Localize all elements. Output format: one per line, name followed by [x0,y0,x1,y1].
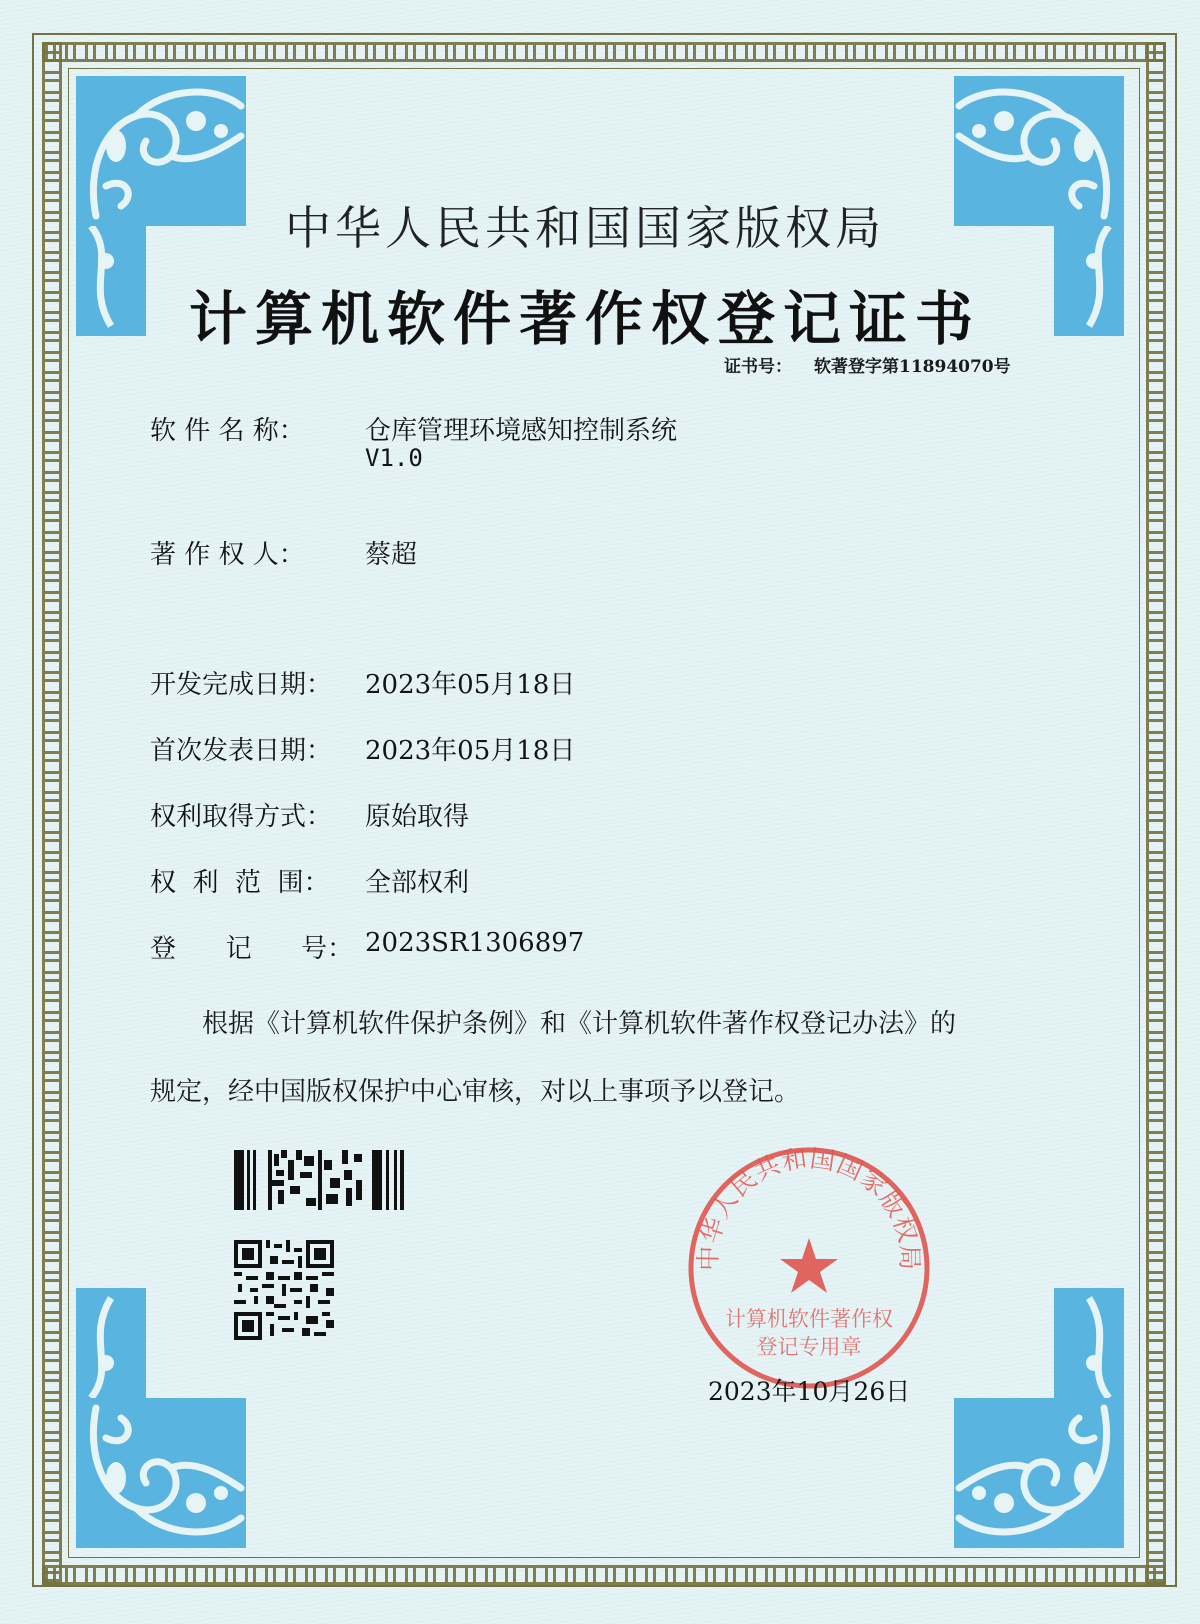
field-label-publish-date: 首次发表日期： [150,736,333,766]
statement-paragraph [150,990,1050,1126]
field-label-acquisition-method: 权利取得方式： [150,802,333,832]
field-label-registration-number: 登 记 号： [150,934,354,964]
certificate-number [724,352,1011,377]
field-value-publish-date: 2023年05月18日 [365,736,576,766]
field-value-registration-number: 2023SR1306897 [365,928,585,958]
field-label-rights-scope: 权 利 范 围： [150,868,330,898]
ornament-corner-bottom-right-icon [954,1398,1124,1548]
official-seal-icon [683,1142,935,1394]
field-label-copyright-owner: 著 作 权 人： [150,540,305,570]
certificate-number-value: 软著登字第11894070号 [814,357,1011,377]
statement-line-1: 根据《计算机软件保护条例》和《计算机软件著作权登记办法》的 [202,1009,957,1039]
issue-date: 2023年10月26日 [708,1377,911,1406]
qr-code-icon [233,1240,335,1340]
field-value-software-name: 仓库管理环境感知控制系统 [365,416,678,446]
issuer-heading: 中华人民共和国国家版权局 [285,201,885,255]
ornament-corner-bottom-left-icon [76,1398,246,1548]
greek-key-border-bottom [42,1565,1166,1585]
pdf417-barcode-icon [234,1150,404,1210]
ornament-side-bottom-left-icon [76,1288,146,1398]
greek-key-border-top [42,42,1166,62]
field-value-rights-scope: 全部权利 [365,868,470,898]
field-value-completion-date: 2023年05月18日 [365,670,576,700]
field-label-software-name: 软 件 名 称： [150,416,305,446]
field-label-completion-date: 开发完成日期： [150,670,333,700]
seal-inner-text-1: 计算机软件著作权 [725,1307,893,1331]
field-value-software-version: V1.0 [365,444,423,472]
certificate-title: 计算机软件著作权登记证书 [188,285,981,353]
statement-line-2: 规定，经中国版权保护中心审核，对以上事项予以登记。 [150,1077,801,1107]
certificate-number-label: 证书号： [724,357,792,377]
ornament-side-bottom-right-icon [1054,1288,1124,1398]
seal-outer-text: 中华人民共和国国家版权局 [693,1143,925,1272]
seal-inner-text-2: 登记专用章 [756,1335,862,1359]
seal-star-icon [780,1238,838,1293]
field-value-acquisition-method: 原始取得 [365,802,470,832]
field-value-copyright-owner: 蔡超 [365,540,418,570]
